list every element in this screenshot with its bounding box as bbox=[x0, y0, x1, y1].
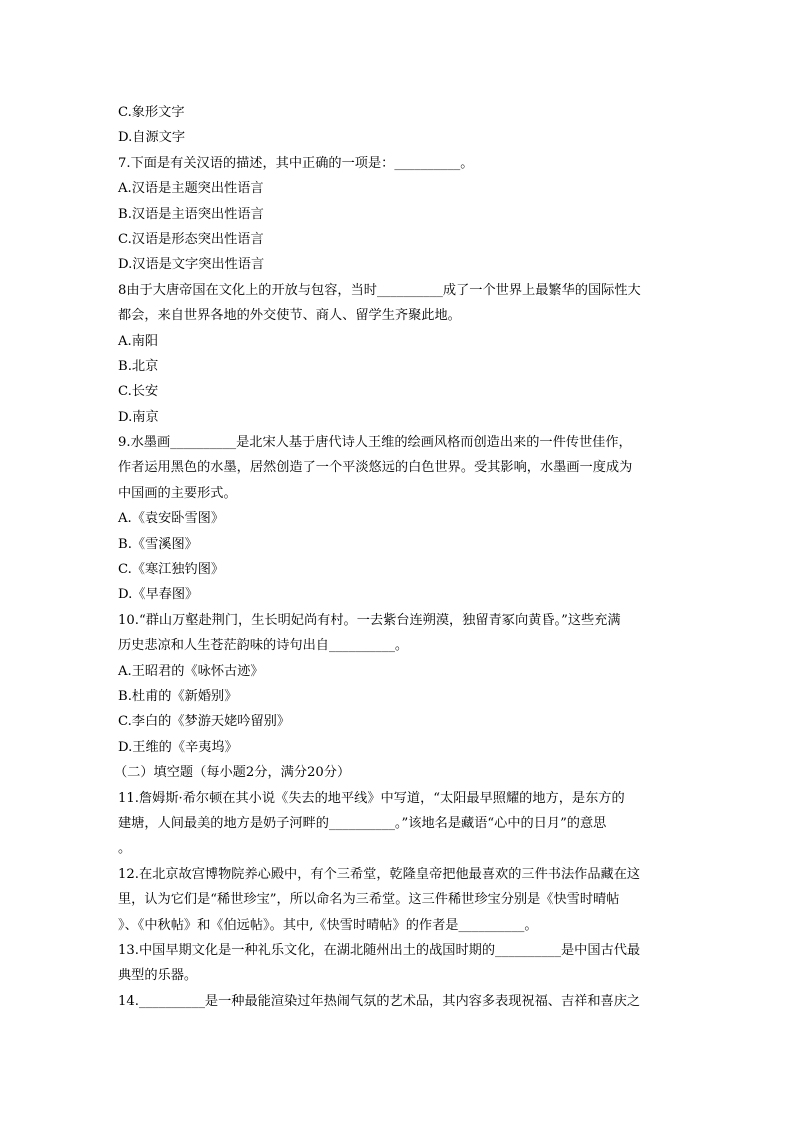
question-10-continued: 历史悲凉和人生苍茫韵味的诗句出自__________。 bbox=[118, 638, 409, 654]
question-12-continued: 》、《中秋帖》和《伯远帖》。其中,《快雪时晴帖》的作者是__________。 bbox=[118, 917, 538, 933]
question-9-continued: 作者运用黑色的水墨，居然创造了一个平淡悠远的白色世界。受其影响，水墨画一度成为 bbox=[118, 460, 633, 476]
option-b: B.《雪溪图》 bbox=[118, 536, 198, 552]
option-a: A.汉语是主题突出性语言 bbox=[118, 181, 264, 197]
option-c: C.《寒江独钓图》 bbox=[118, 562, 225, 578]
question-10: 10.“群山万壑赴荆门，生长明妃尚有村。一去紫台连朔漠，独留青冢向黄昏。”这些充满 bbox=[118, 612, 621, 628]
option-c: C.汉语是形态突出性语言 bbox=[118, 231, 264, 247]
question-13: 13.中国早期文化是一种礼乐文化，在湖北随州出土的战国时期的__________是中国古代最 bbox=[118, 942, 641, 958]
question-8-continued: 都会，来自世界各地的外交使节、商人、留学生齐聚此地。 bbox=[118, 308, 461, 324]
option-d: D.王维的《辛夷坞》 bbox=[118, 739, 238, 755]
option-c: C.李白的《梦游天姥吟留别》 bbox=[118, 714, 291, 730]
option-c: C.长安 bbox=[118, 384, 159, 400]
question-9: 9.水墨画__________是北宋人基于唐代诗人王维的绘画风格而创造出来的一件传世佳作， bbox=[118, 435, 632, 451]
question-13-continued: 典型的乐器。 bbox=[118, 968, 198, 984]
option-c: C.象形文字 bbox=[118, 105, 185, 120]
option-b: B.杜甫的《新婚别》 bbox=[118, 688, 238, 704]
option-b: B.北京 bbox=[118, 358, 159, 374]
question-12-continued: 里，认为它们是“稀世珍宝”，所以命名为三希堂。这三件稀世珍宝分别是《快雪时晴帖 bbox=[118, 892, 620, 908]
option-a: A.王昭君的《咏怀古迹》 bbox=[118, 663, 264, 679]
option-a: A.南阳 bbox=[118, 333, 159, 349]
question-8: 8由于大唐帝国在文化上的开放与包容，当时__________成了一个世界上最繁华的国际性大 bbox=[118, 282, 641, 298]
question-7: 7.下面是有关汉语的描述，其中正确的一项是：__________。 bbox=[118, 155, 474, 171]
question-12: 12.在北京故宫博物院养心殿中，有个三希堂，乾隆皇帝把他最喜欢的三件书法作品藏在这 bbox=[118, 866, 641, 882]
section-heading: （二）填空题（每小题2分，满分20分） bbox=[114, 765, 351, 781]
question-11-continued: 建塘，人间最美的地方是奶子河畔的__________。”该地名是藏语“心中的日月”的意思 bbox=[118, 815, 607, 831]
question-14: 14.__________是一种最能渲染过年热闹气氛的艺术品，其内容多表现祝福、吉祥和喜庆之 bbox=[118, 993, 641, 1009]
option-d: D.南京 bbox=[118, 409, 159, 425]
option-a: A.《袁安卧雪图》 bbox=[118, 511, 225, 527]
option-d: D.汉语是文字突出性语言 bbox=[118, 257, 265, 273]
option-b: B.汉语是主语突出性语言 bbox=[118, 206, 264, 222]
option-d: D.《早春图》 bbox=[118, 587, 199, 603]
question-9-continued: 中国画的主要形式。 bbox=[118, 485, 237, 501]
question-11-continued: 。 bbox=[118, 841, 132, 857]
option-d: D.自源文字 bbox=[118, 130, 186, 146]
question-11: 11.詹姆斯·希尔顿在其小说《失去的地平线》中写道，“太阳最早照耀的地方，是东方的 bbox=[118, 790, 625, 806]
exam-text-body bbox=[114, 100, 680, 1014]
